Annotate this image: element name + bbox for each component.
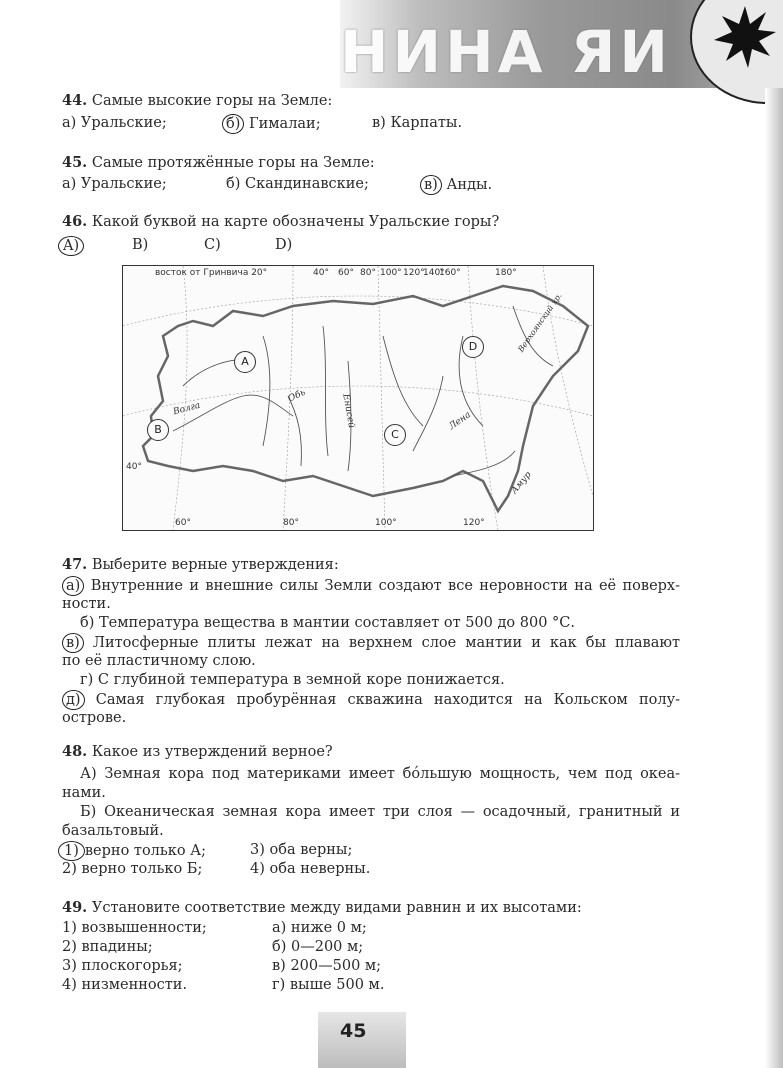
map-tick-label: 100° [380,268,402,278]
statement-text: Температура вещества в мантии составляет от 500 до 800 °С. [99,615,576,631]
map-marker-c: C [384,424,406,446]
statement-47-a[interactable] [62,576,680,596]
question-text: Выберите верные утверждения: [91,557,339,573]
map-tick-label: 60° [175,518,191,528]
option-label: в) [272,958,286,974]
option-text: низменности. [81,977,188,993]
option-text: верно только А; [84,843,207,859]
option-text: верно только Б; [81,861,203,877]
map-tick-label: 120° [403,268,425,278]
option-label: C) [204,237,221,253]
option-46-b[interactable] [132,236,148,254]
option-text: оба верны; [269,842,353,858]
option-label: 3) [62,958,77,974]
option-label: 3) [250,842,265,858]
map-marker-a: A [234,351,256,373]
option-label: а) [62,176,77,192]
option-44-c[interactable] [372,114,462,132]
option-label: а) [62,115,77,131]
option-44-b[interactable] [226,114,321,134]
star-icon [712,4,778,70]
option-46-d[interactable] [275,236,292,254]
question-48 [62,743,333,761]
statement-text: С глубиной температура в земной коре понижается. [97,672,505,688]
map-tick-label: 80° [360,268,376,278]
question-49 [62,899,582,917]
river-label-ob: Обь [286,387,308,405]
option-label: 1) [62,920,77,936]
river-label-volga: Волга [172,400,202,418]
map-tick-label: 160° [439,268,461,278]
match-left-3 [62,957,183,975]
question-number: 48. [62,743,88,760]
question-text: Какое из утверждений верное? [91,744,333,760]
statement-text: Внутренние и внешние силы Земли создают все неровности на её поверх- [90,578,681,594]
option-text: Уральские; [80,115,167,131]
statement-47-d[interactable] [80,671,505,689]
option-label: г) [80,672,94,688]
option-45-a[interactable] [62,175,167,193]
map-tick-label: 60° [338,268,354,278]
option-text: Уральские; [80,176,167,192]
option-48-3[interactable] [250,841,352,859]
statement-47-c[interactable] [62,633,680,653]
map-tick-label: 40° [313,268,329,278]
question-number: 47. [62,556,88,573]
option-46-a[interactable] [62,236,84,256]
option-label: 2) [62,939,77,955]
option-label: Б) [80,804,97,820]
option-48-4[interactable] [250,860,370,878]
question-text: Какой буквой на карте обозначены Уральские горы? [91,214,500,230]
option-text: оба неверны. [269,861,371,877]
region-line [263,336,270,446]
option-text: Анды. [446,177,493,193]
option-45-c[interactable] [424,175,492,195]
match-left-1 [62,919,207,937]
option-label: D) [275,237,293,253]
selected-answer-circle: в) [62,633,84,653]
map-marker-d: D [462,336,484,358]
question-text: Самые высокие горы на Земле: [91,93,333,109]
option-text: впадины; [81,939,153,955]
statement-text-continued: нами. [62,785,106,801]
question-number: 46. [62,213,88,230]
mountain-label: Верхоянский хр. [516,291,564,354]
option-label: б) [80,615,95,631]
statement-text-continued: по её пластичному слою. [62,653,256,669]
river-label-amur: Амур [509,470,534,496]
region-line [323,326,328,456]
option-label: г) [272,977,286,993]
match-left-4 [62,976,187,994]
option-44-a[interactable] [62,114,167,132]
map-tick-label: 140° [423,268,445,278]
statement-47-e[interactable] [62,690,680,710]
meridian-line [378,266,385,530]
question-47 [62,556,339,574]
option-label: 2) [62,861,77,877]
option-text: Карпаты. [390,115,463,131]
selected-answer-circle: 1) [58,841,85,861]
option-label: А) [80,766,97,782]
lena-river [413,376,443,451]
match-right-b [272,938,363,956]
selected-answer-circle: A) [58,236,84,256]
option-text: Гималаи; [249,116,321,132]
river-label-yenisei: Енисей [340,393,357,429]
selected-answer-circle: д) [62,690,85,710]
map-tick-label: 180° [495,268,517,278]
option-48-1[interactable] [58,841,206,861]
question-44 [62,92,332,110]
option-label: B) [132,237,149,253]
statement-text-continued: базальтовый. [62,823,164,839]
option-text: ниже 0 м; [290,920,367,936]
page-number: 45 [340,1020,367,1042]
option-text: плоскогорья; [81,958,183,974]
match-right-c [272,957,381,975]
statement-text: Самая глубокая пробурённая скважина находится на Кольском полу- [95,692,681,708]
option-text: 0—200 м; [291,939,364,955]
option-label: 4) [250,861,265,877]
map-tick-label: 120° [463,518,485,528]
statement-47-b[interactable] [80,614,575,632]
question-45 [62,154,375,172]
question-text: Самые протяжённые горы на Земле: [91,155,375,171]
option-label: 4) [62,977,77,993]
match-right-d [272,976,384,994]
question-text: Установите соответствие между видами равнин и их высотами: [91,900,582,916]
option-text: 200—500 м; [290,958,382,974]
meridian-line [173,266,187,530]
map-tick-label: 40° [126,462,142,472]
option-label: а) [272,920,287,936]
russia-map [122,265,594,531]
page-edge-shadow [765,88,783,1068]
question-number: 44. [62,92,88,109]
match-left-2 [62,938,153,956]
option-label: б) [272,939,287,955]
map-tick-label: 100° [375,518,397,528]
ob-river [288,396,301,466]
option-48-2[interactable] [62,860,202,878]
question-46 [62,213,499,231]
statement-text-continued: острове. [62,710,127,726]
selected-answer-circle: в) [420,175,442,195]
option-45-b[interactable] [226,175,369,193]
option-text: возвышенности; [81,920,207,936]
river-label-lena: Лена [447,409,473,433]
match-right-a [272,919,367,937]
statement-48-b [80,803,680,821]
option-text: выше 500 м. [289,977,385,993]
question-number: 45. [62,154,88,171]
selected-answer-circle: а) [62,576,84,596]
selected-answer-circle: б) [222,114,244,134]
statement-text: Литосферные плиты лежат на верхнем слое мантии и как бы плавают [92,635,680,651]
statement-text: Земная кора под материками имеет бóльшую мощность, чем под океа- [104,766,680,782]
statement-text: Океаническая земная кора имеет три слоя — осадочный, гранитный и [104,804,680,820]
statement-text-continued: ности. [62,596,111,612]
map-tick-label: 80° [283,518,299,528]
map-drawing [123,266,593,530]
region-line [383,336,423,426]
header-banner-text: НИНА ЯИ [340,22,672,82]
statement-48-a [80,765,680,783]
option-label: в) [372,115,386,131]
option-label: б) [226,176,241,192]
option-46-c[interactable] [204,236,221,254]
map-caption-longitude: восток от Гринвича 20° [155,268,268,278]
option-text: Скандинавские; [245,176,369,192]
question-number: 49. [62,899,88,916]
map-marker-b: B [147,419,169,441]
